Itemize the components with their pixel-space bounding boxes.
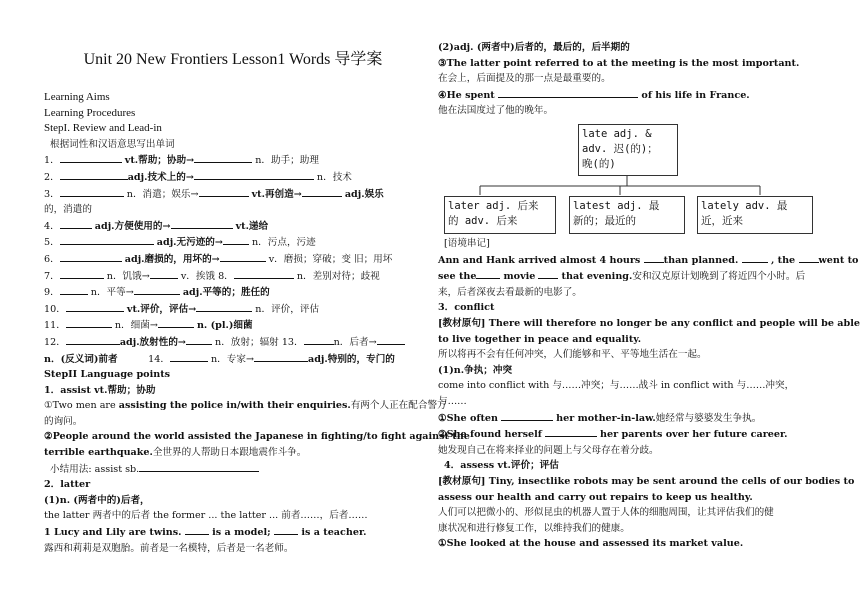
vocab-row-14: n．(反义词)前者 14． n．专家→ adj.特别的，专门的 <box>44 351 422 368</box>
blank[interactable] <box>158 317 194 328</box>
vocab-row-6: 6． adj.磨损的，用坏的→ v．磨损；穿破；变 旧；用坏 <box>44 251 422 268</box>
step-one-heading: StepI. Review and Lead-in <box>44 122 162 135</box>
conflict-example-2-cn: 她发现自己在将来择业的问题上与父母存在着分歧。 <box>438 444 659 456</box>
blank[interactable] <box>545 426 597 437</box>
step-two-heading: StepII Language points <box>44 369 171 381</box>
vocab-row-7: 7． n．饥饿→ v．挨饿 8． n．差别对待；歧视 <box>44 268 422 285</box>
latter-example-1-cn: 露西和莉莉是双胞胎。前者是一名模特，后者是一名老师。 <box>44 542 294 554</box>
blank[interactable] <box>377 334 405 345</box>
vocab-row-5: 5． adj.无污迹的→ n．污点，污迹 <box>44 234 422 251</box>
context-sentence-2: see the movie that evening.安和汉克原计划晚到了将近四个小时。后 <box>438 268 822 285</box>
assess-translation: 人们可以把微小的、形似昆虫的机器人置于人体的细胞周围，让其评估我们的健 <box>438 507 774 519</box>
blank[interactable] <box>60 152 122 163</box>
conflict-source-cont: to live together in peace and equality. <box>438 333 642 345</box>
blank[interactable] <box>220 251 266 262</box>
diagram-latest: latest adj. 最 新的；最近的 <box>569 196 685 234</box>
blank[interactable] <box>150 268 178 279</box>
latter-example-3-cn: 在会上，后面提及的那一点是最重要的。 <box>438 73 611 85</box>
blank[interactable] <box>302 186 342 197</box>
latter-noun-def: (1)n. (两者中的)后者， <box>44 494 150 506</box>
right-column <box>438 40 822 119</box>
blank[interactable] <box>66 334 120 345</box>
blank[interactable] <box>234 268 294 279</box>
blank[interactable] <box>60 268 104 279</box>
learning-procedures: Learning Procedures <box>44 106 136 119</box>
latter-meanings: the latter 两者中的后者 the former ... the latter ... 前者……，后者…… <box>44 510 368 522</box>
vocab-row-3: 3． n．消遣；娱乐→ vt.再创造→ adj.娱乐 <box>44 186 422 203</box>
blank[interactable] <box>196 301 252 312</box>
conflict-example-1: ①She often her mother-in-law.她经常与婆婆发生争执。 <box>438 410 822 427</box>
vocab-row-4: 4． adj.方便使用的→ vt.递给 <box>44 218 422 235</box>
page-title: Unit 20 New Frontiers Lesson1 Words 导学案 <box>83 51 383 68</box>
assess-source-cont: assess our health and carry out repairs to keep us healthy. <box>438 491 753 503</box>
blank[interactable] <box>498 87 638 98</box>
assess-translation-cont: 康状况和进行修复工作，以维持我们的健康。 <box>438 522 630 534</box>
point-1-example-2-cont: terrible earthquake.全世界的人帮助日本跟地震作斗争。 <box>44 447 307 459</box>
blank[interactable] <box>742 252 768 263</box>
latter-example-1: 1 Lucy and Lily are twins. is a model; is a teacher. <box>44 524 422 541</box>
blank[interactable] <box>66 317 112 328</box>
vocab-row-2: 2． adj.技术上的→ n．技术 <box>44 169 422 186</box>
vocab-row-9: 9． n．平等→ adj.平等的；胜任的 <box>44 284 422 301</box>
vocab-row-3-cont: 的，消遣的 <box>44 204 92 216</box>
blank[interactable] <box>194 152 252 163</box>
point-3-heading: 3．conflict <box>438 302 495 314</box>
vocab-row-1: 1． vt.帮助；协助→ n．助手；助理 <box>44 152 422 169</box>
blank[interactable] <box>799 252 819 263</box>
learning-aims: Learning Aims <box>44 91 110 103</box>
blank[interactable] <box>194 169 314 180</box>
latter-adj-def: (2)adj. (两者中)后者的，最后的，后半期的 <box>438 42 630 53</box>
blank[interactable] <box>170 351 208 362</box>
blank[interactable] <box>501 410 553 421</box>
conflict-source: [教材原句] There will therefore no longer be any conflict and people will be able <box>438 317 860 329</box>
blank[interactable] <box>139 461 259 472</box>
conflict-phrases-cont: 与…… <box>438 395 467 407</box>
blank[interactable] <box>254 351 308 362</box>
blank[interactable] <box>538 268 558 279</box>
instruction: 根据词性和汉语意思写出单词 <box>50 138 175 150</box>
point-1-example-2: ②People around the world assisted the Japanese in fighting/to fight against the <box>44 431 470 443</box>
right-column-lower <box>438 236 860 552</box>
blank[interactable] <box>171 218 233 229</box>
usage-summary: 小结用法: assist sb. <box>44 461 422 478</box>
point-4-heading: 4．assess vt.评价；评估 <box>444 460 559 472</box>
blank[interactable] <box>60 169 128 180</box>
blank[interactable] <box>66 301 124 312</box>
blank[interactable] <box>60 218 92 229</box>
blank[interactable] <box>476 268 500 279</box>
blank[interactable] <box>134 284 180 295</box>
blank[interactable] <box>274 524 298 535</box>
latter-example-3: ③The latter point referred to at the meeting is the most important. <box>438 57 800 69</box>
latter-example-4: ④He spent of his life in France. <box>438 87 822 104</box>
assess-example-1: ①She looked at the house and assessed its market value. <box>438 538 744 550</box>
assess-source: [教材原句] Tiny, insectlike robots may be sent around the cells of our bodies to <box>438 475 855 487</box>
blank[interactable] <box>199 186 249 197</box>
vocab-row-10: 10． vt.评价，评估→ n．评价，评估 <box>44 301 422 318</box>
blank[interactable] <box>186 334 212 345</box>
point-1-example-1-cont: 的询问。 <box>44 415 83 427</box>
point-1-example-1: ①Two men are assisting the police in/with their enquiries.有两个人正在配合警方 <box>44 400 447 412</box>
vocab-row-11: 11． n．细菌→ n. (pl.)细菌 <box>44 317 422 334</box>
conflict-phrases: come into conflict with 与……冲突；与……战斗 in conflict with 与……冲突， <box>438 380 795 392</box>
blank[interactable] <box>60 234 154 245</box>
context-note-label: [语境串记] <box>444 238 490 249</box>
conflict-example-2: ②She found herself her parents over her future career. <box>438 426 822 443</box>
context-sentence-3: 来，后者深夜去看最新的电影了。 <box>438 286 582 298</box>
latter-example-4-cn: 他在法国度过了他的晚年。 <box>438 105 554 117</box>
blank[interactable] <box>60 186 124 197</box>
blank[interactable] <box>185 524 209 535</box>
blank[interactable] <box>60 251 122 262</box>
diagram-lately: lately adv. 最 近，近来 <box>697 196 813 234</box>
blank[interactable] <box>223 234 249 245</box>
conflict-noun-def: (1)n.争执；冲突 <box>438 364 513 376</box>
vocab-row-12: 12． adj.放射性的→ n．放射；辐射 13． n．后者→ <box>44 334 422 351</box>
conflict-translation: 所以将再不会有任何冲突，人们能够和平、平等地生活在一起。 <box>438 349 707 361</box>
context-sentence-1: Ann and Hank arrived almost 4 hours than planned. , the went to <box>438 252 822 269</box>
diagram-root-late: late adj. & adv. 迟(的)； 晚(的) <box>578 124 678 176</box>
blank[interactable] <box>644 252 664 263</box>
blank[interactable] <box>60 284 88 295</box>
diagram-later: later adj. 后来 的 adv. 后来 <box>444 196 556 234</box>
point-2-heading: 2．latter <box>44 479 91 491</box>
blank[interactable] <box>304 334 334 345</box>
point-1-heading: 1．assist vt.帮助；协助 <box>44 384 156 396</box>
